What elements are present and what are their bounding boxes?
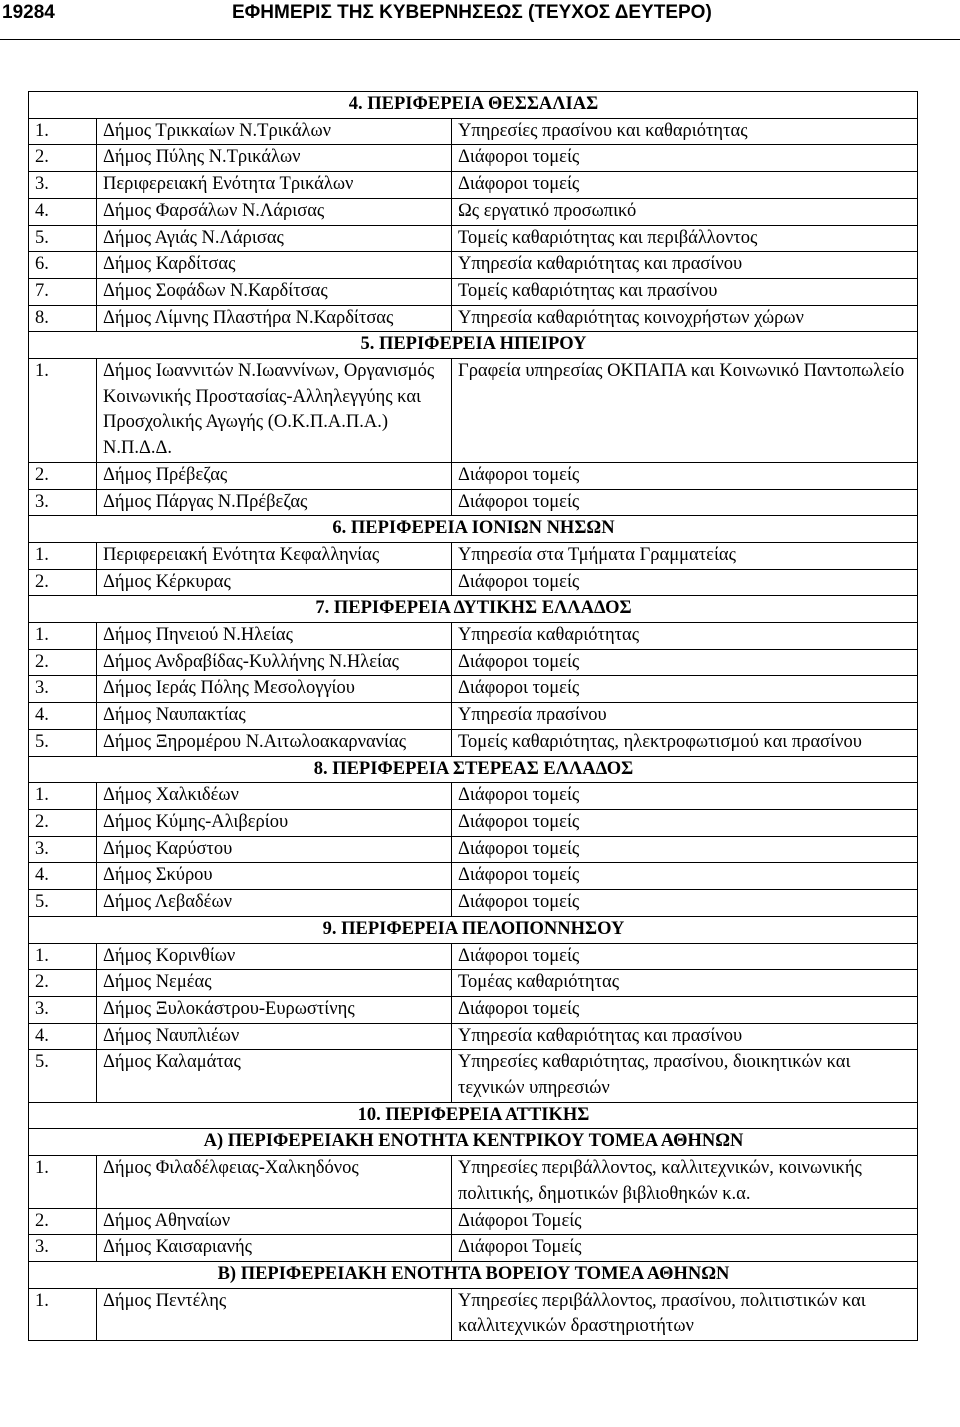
table-row bbox=[29, 172, 918, 199]
service-area: Υπηρεσία καθαριότητας και πρασίνου bbox=[452, 1023, 918, 1050]
authority-name: Δήμος Λίμνης Πλαστήρα Ν.Καρδίτσας bbox=[97, 305, 452, 332]
table-row bbox=[29, 703, 918, 730]
service-area: Διάφοροι τομείς bbox=[452, 836, 918, 863]
row-number: 3. bbox=[29, 489, 97, 516]
service-area: Υπηρεσία καθαριότητας κοινοχρήστων χώρων bbox=[452, 305, 918, 332]
region-heading-row bbox=[29, 92, 918, 119]
table-row bbox=[29, 623, 918, 650]
region-heading: 6. ΠΕΡΙΦΕΡΕΙΑ ΙΟΝΙΩΝ ΝΗΣΩΝ bbox=[29, 516, 918, 543]
table-row bbox=[29, 890, 918, 917]
authority-name: Δήμος Ξηρομέρου Ν.Αιτωλοακαρνανίας bbox=[97, 729, 452, 756]
service-area: Διάφοροι τομείς bbox=[452, 145, 918, 172]
service-area: Διάφοροι τομείς bbox=[452, 783, 918, 810]
service-area: Διάφοροι Τομείς bbox=[452, 1235, 918, 1262]
authority-name: Δήμος Σοφάδων Ν.Καρδίτσας bbox=[97, 278, 452, 305]
row-number: 4. bbox=[29, 703, 97, 730]
row-number: 1. bbox=[29, 783, 97, 810]
authority-name: Δήμος Ιωαννιτών Ν.Ιωαννίνων, Οργανισμός Κοινωνικής Προστασίας-Αλληλεγγύης και Προσχολικής Αγωγής (Ο.Κ.Π.Α.Π.Α.) Ν.Π.Δ.Δ. bbox=[97, 359, 452, 463]
service-area: Τομέας καθαριότητας bbox=[452, 970, 918, 997]
authority-name: Δήμος Λεβαδέων bbox=[97, 890, 452, 917]
authority-name: Δήμος Πύλης Ν.Τρικάλων bbox=[97, 145, 452, 172]
authority-name: Δήμος Σκύρου bbox=[97, 863, 452, 890]
service-area: Υπηρεσίες πρασίνου και καθαριότητας bbox=[452, 118, 918, 145]
region-heading: 10. ΠΕΡΙΦΕΡΕΙΑ ΑΤΤΙΚΗΣ bbox=[29, 1102, 918, 1129]
row-number: 2. bbox=[29, 809, 97, 836]
authority-name: Δήμος Ναυπακτίας bbox=[97, 703, 452, 730]
region-heading: Α) ΠΕΡΙΦΕΡΕΙΑΚΗ ΕΝΟΤΗΤΑ ΚΕΝΤΡΙΚΟΥ ΤΟΜΕΑ ΑΘΗΝΩΝ bbox=[29, 1129, 918, 1156]
table-row bbox=[29, 569, 918, 596]
row-number: 2. bbox=[29, 970, 97, 997]
service-area: Διάφοροι τομείς bbox=[452, 890, 918, 917]
service-area: Υπηρεσίες καθαριότητας, πρασίνου, διοικητικών και τεχνικών υπηρεσιών bbox=[452, 1050, 918, 1102]
authority-name: Δήμος Νεμέας bbox=[97, 970, 452, 997]
region-heading-row bbox=[29, 756, 918, 783]
service-area: Υπηρεσίες περιβάλλοντος, πρασίνου, πολιτιστικών και καλλιτεχνικών δραστηριοτήτων bbox=[452, 1288, 918, 1340]
row-number: 3. bbox=[29, 996, 97, 1023]
table-row bbox=[29, 278, 918, 305]
row-number: 5. bbox=[29, 1050, 97, 1102]
authority-name: Δήμος Καρύστου bbox=[97, 836, 452, 863]
authority-name: Δήμος Καλαμάτας bbox=[97, 1050, 452, 1102]
table-row bbox=[29, 1156, 918, 1208]
table-row bbox=[29, 1050, 918, 1102]
table-row bbox=[29, 1208, 918, 1235]
table-row bbox=[29, 836, 918, 863]
service-area: Τομείς καθαριότητας και περιβάλλοντος bbox=[452, 225, 918, 252]
row-number: 1. bbox=[29, 542, 97, 569]
authority-name: Δήμος Κορινθίων bbox=[97, 943, 452, 970]
table-row bbox=[29, 1023, 918, 1050]
region-heading-row bbox=[29, 916, 918, 943]
authority-name: Δήμος Χαλκιδέων bbox=[97, 783, 452, 810]
authority-name: Δήμος Ξυλοκάστρου-Ευρωστίνης bbox=[97, 996, 452, 1023]
row-number: 4. bbox=[29, 1023, 97, 1050]
region-heading-row bbox=[29, 1102, 918, 1129]
table-row bbox=[29, 462, 918, 489]
service-area: Διάφοροι τομείς bbox=[452, 569, 918, 596]
page-number: 19284 bbox=[2, 2, 55, 23]
row-number: 5. bbox=[29, 890, 97, 917]
service-area: Διάφοροι τομείς bbox=[452, 676, 918, 703]
row-number: 2. bbox=[29, 569, 97, 596]
table-row bbox=[29, 809, 918, 836]
row-number: 5. bbox=[29, 729, 97, 756]
authority-name: Δήμος Ναυπλιέων bbox=[97, 1023, 452, 1050]
row-number: 3. bbox=[29, 1235, 97, 1262]
row-number: 2. bbox=[29, 462, 97, 489]
table-row bbox=[29, 489, 918, 516]
service-area: Υπηρεσία στα Τμήματα Γραμματείας bbox=[452, 542, 918, 569]
service-area: Τομείς καθαριότητας, ηλεκτροφωτισμού και πρασίνου bbox=[452, 729, 918, 756]
table-row bbox=[29, 1288, 918, 1340]
row-number: 8. bbox=[29, 305, 97, 332]
authority-name: Περιφερειακή Ενότητα Κεφαλληνίας bbox=[97, 542, 452, 569]
authority-name: Δήμος Πηνειού Ν.Ηλείας bbox=[97, 623, 452, 650]
service-area: Υπηρεσία καθαριότητας bbox=[452, 623, 918, 650]
table-row bbox=[29, 225, 918, 252]
assignment-table bbox=[28, 91, 918, 1341]
row-number: 1. bbox=[29, 623, 97, 650]
service-area: Υπηρεσίες περιβάλλοντος, καλλιτεχνικών, κοινωνικής πολιτικής, δημοτικών βιβλιοθηκών κ.α. bbox=[452, 1156, 918, 1208]
authority-name: Δήμος Αθηναίων bbox=[97, 1208, 452, 1235]
service-area: Υπηρεσία καθαριότητας και πρασίνου bbox=[452, 252, 918, 279]
region-heading: 4. ΠΕΡΙΦΕΡΕΙΑ ΘΕΣΣΑΛΙΑΣ bbox=[29, 92, 918, 119]
row-number: 4. bbox=[29, 863, 97, 890]
table-row bbox=[29, 145, 918, 172]
table-row bbox=[29, 783, 918, 810]
authority-name: Δήμος Ιεράς Πόλης Μεσολογγίου bbox=[97, 676, 452, 703]
table-row bbox=[29, 996, 918, 1023]
row-number: 1. bbox=[29, 1288, 97, 1340]
authority-name: Δήμος Κέρκυρας bbox=[97, 569, 452, 596]
table-row bbox=[29, 305, 918, 332]
service-area: Τομείς καθαριότητας και πρασίνου bbox=[452, 278, 918, 305]
authority-name: Περιφερειακή Ενότητα Τρικάλων bbox=[97, 172, 452, 199]
region-heading-row bbox=[29, 516, 918, 543]
service-area: Διάφοροι τομείς bbox=[452, 172, 918, 199]
region-heading-row bbox=[29, 596, 918, 623]
table-row bbox=[29, 359, 918, 463]
row-number: 7. bbox=[29, 278, 97, 305]
table-row bbox=[29, 676, 918, 703]
row-number: 6. bbox=[29, 252, 97, 279]
authority-name: Δήμος Φαρσάλων Ν.Λάρισας bbox=[97, 198, 452, 225]
service-area: Διάφοροι τομείς bbox=[452, 863, 918, 890]
service-area: Γραφεία υπηρεσίας ΟΚΠΑΠΑ και Κοινωνικό Παντοπωλείο bbox=[452, 359, 918, 463]
row-number: 2. bbox=[29, 649, 97, 676]
service-area: Διάφοροι Τομείς bbox=[452, 1208, 918, 1235]
authority-name: Δήμος Φιλαδέλφειας-Χαλκηδόνος bbox=[97, 1156, 452, 1208]
region-heading: 7. ΠΕΡΙΦΕΡΕΙΑ ΔΥΤΙΚΗΣ ΕΛΛΑΔΟΣ bbox=[29, 596, 918, 623]
row-number: 4. bbox=[29, 198, 97, 225]
authority-name: Δήμος Αγιάς Ν.Λάρισας bbox=[97, 225, 452, 252]
region-heading: Β) ΠΕΡΙΦΕΡΕΙΑΚΗ ΕΝΟΤΗΤΑ ΒΟΡΕΙΟΥ ΤΟΜΕΑ ΑΘΗΝΩΝ bbox=[29, 1261, 918, 1288]
row-number: 2. bbox=[29, 145, 97, 172]
row-number: 2. bbox=[29, 1208, 97, 1235]
service-area: Διάφοροι τομείς bbox=[452, 462, 918, 489]
authority-name: Δήμος Καρδίτσας bbox=[97, 252, 452, 279]
table-row bbox=[29, 1235, 918, 1262]
gazette-title: ΕΦΗΜΕΡΙΣ ΤΗΣ ΚΥΒΕΡΝΗΣΕΩΣ (ΤΕΥΧΟΣ ΔΕΥΤΕΡΟ) bbox=[232, 2, 712, 23]
service-area: Διάφοροι τομείς bbox=[452, 943, 918, 970]
region-heading: 8. ΠΕΡΙΦΕΡΕΙΑ ΣΤΕΡΕΑΣ ΕΛΛΑΔΟΣ bbox=[29, 756, 918, 783]
row-number: 3. bbox=[29, 172, 97, 199]
authority-name: Δήμος Καισαριανής bbox=[97, 1235, 452, 1262]
row-number: 3. bbox=[29, 836, 97, 863]
region-heading: 9. ΠΕΡΙΦΕΡΕΙΑ ΠΕΛΟΠΟΝΝΗΣΟΥ bbox=[29, 916, 918, 943]
service-area: Διάφοροι τομείς bbox=[452, 649, 918, 676]
region-heading: 5. ΠΕΡΙΦΕΡΕΙΑ ΗΠΕΙΡΟΥ bbox=[29, 332, 918, 359]
authority-name: Δήμος Πάργας Ν.Πρέβεζας bbox=[97, 489, 452, 516]
authority-name: Δήμος Πεντέλης bbox=[97, 1288, 452, 1340]
table-row bbox=[29, 970, 918, 997]
service-area: Διάφοροι τομείς bbox=[452, 489, 918, 516]
region-heading-row bbox=[29, 332, 918, 359]
table-row bbox=[29, 118, 918, 145]
region-heading-row bbox=[29, 1261, 918, 1288]
service-area: Διάφοροι τομείς bbox=[452, 809, 918, 836]
table-row bbox=[29, 943, 918, 970]
authority-name: Δήμος Ανδραβίδας-Κυλλήνης Ν.Ηλείας bbox=[97, 649, 452, 676]
authority-name: Δήμος Τρικκαίων Ν.Τρικάλων bbox=[97, 118, 452, 145]
assignment-table-body bbox=[29, 92, 918, 1341]
table-row bbox=[29, 649, 918, 676]
row-number: 1. bbox=[29, 943, 97, 970]
row-number: 1. bbox=[29, 359, 97, 463]
service-area: Διάφοροι τομείς bbox=[452, 996, 918, 1023]
region-heading-row bbox=[29, 1129, 918, 1156]
service-area: Υπηρεσία πρασίνου bbox=[452, 703, 918, 730]
row-number: 1. bbox=[29, 1156, 97, 1208]
table-row bbox=[29, 542, 918, 569]
authority-name: Δήμος Πρέβεζας bbox=[97, 462, 452, 489]
page-header bbox=[0, 0, 960, 40]
table-row bbox=[29, 198, 918, 225]
table-row bbox=[29, 729, 918, 756]
row-number: 1. bbox=[29, 118, 97, 145]
table-row bbox=[29, 863, 918, 890]
service-area: Ως εργατικό προσωπικό bbox=[452, 198, 918, 225]
table-row bbox=[29, 252, 918, 279]
row-number: 3. bbox=[29, 676, 97, 703]
row-number: 5. bbox=[29, 225, 97, 252]
authority-name: Δήμος Κύμης-Αλιβερίου bbox=[97, 809, 452, 836]
